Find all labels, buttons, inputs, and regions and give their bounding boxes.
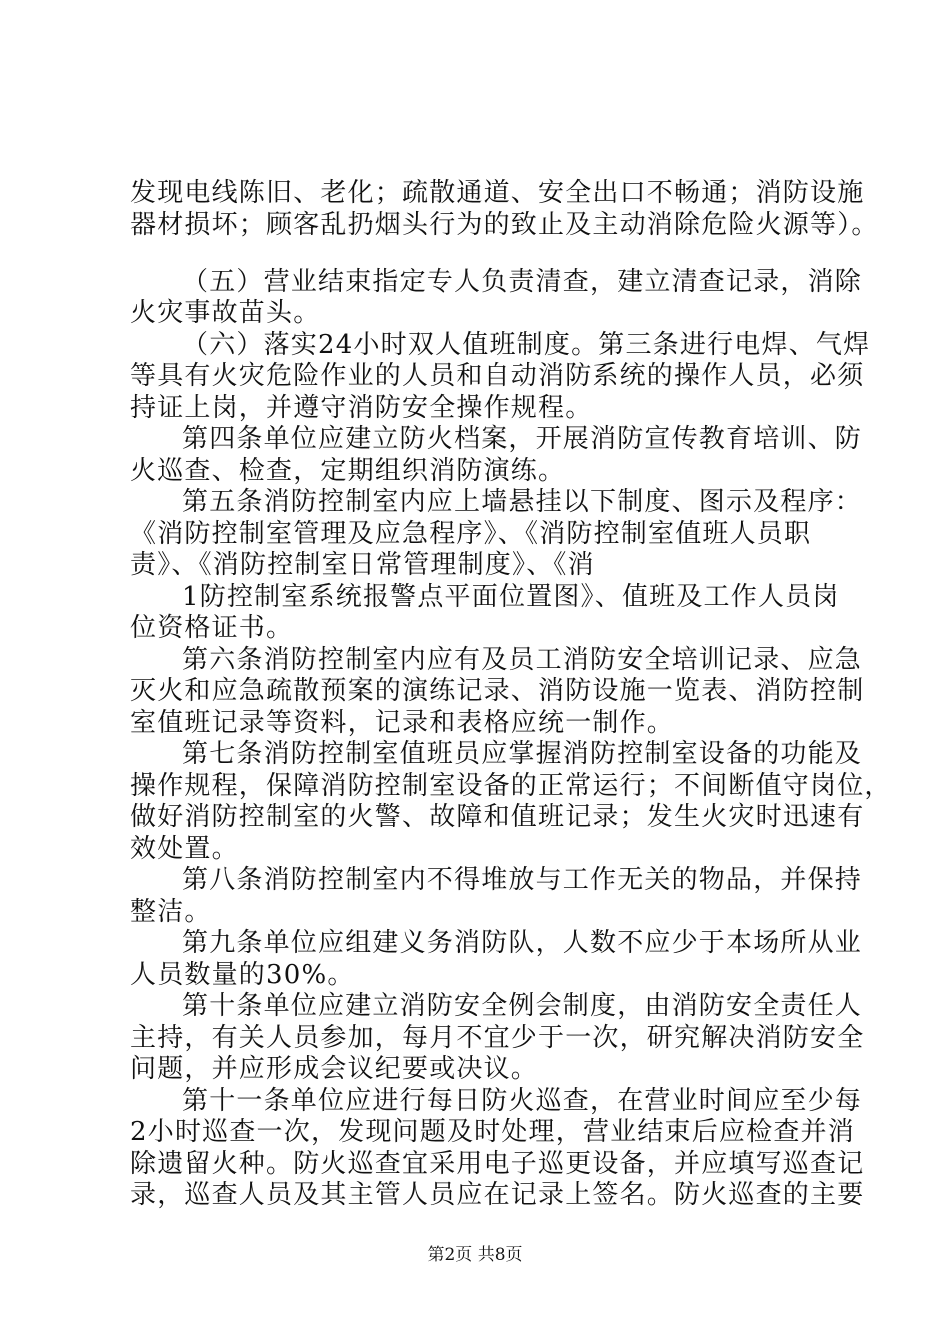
text-line: 问题，并应形成会议纪要或决议。 [130, 1054, 539, 1084]
text-line: 发现电线陈旧、老化；疏散通道、安全出口不畅通；消防设施 [130, 178, 865, 208]
text-line: 第四条单位应建立防火档案，开展消防宣传教育培训、防 [182, 424, 863, 454]
text-line: 人员数量的30%。 [130, 960, 355, 990]
text-line: 第七条消防控制室值班员应掌握消防控制室设备的功能及 [182, 739, 863, 769]
text-line: 责》、《消防控制室日常管理制度》、《消 [130, 550, 595, 580]
text-line: （五）营业结束指定专人负责清查，建立清查记录，消除 [182, 267, 863, 297]
text-line: 灭火和应急疏散预案的演练记录、消防设施一览表、消防控制 [130, 676, 865, 706]
text-line: 除遗留火种。防火巡查宜采用电子巡更设备，并应填写巡查记 [130, 1149, 865, 1179]
text-line: 持证上岗，并遵守消防安全操作规程。 [130, 393, 593, 423]
text-line: 火灾事故苗头。 [130, 298, 321, 328]
text-line: 器材损坏；顾客乱扔烟头行为的致止及主动消除危险火源等）。 [130, 210, 879, 240]
text-line: 操作规程，保障消防控制室设备的正常运行；不间断值守岗位， [130, 771, 892, 801]
text-line: 做好消防控制室的火警、故障和值班记录；发生火灾时迅速有 [130, 802, 865, 832]
text-line: 室值班记录等资料，记录和表格应统一制作。 [130, 708, 675, 738]
text-line: 录，巡查人员及其主管人员应在记录上签名。防火巡查的主要 [130, 1180, 865, 1210]
text-line: 效处置。 [130, 834, 239, 864]
text-line: 《消防控制室管理及应急程序》、《消防控制室值班人员职 [130, 519, 812, 549]
text-line: 2小时巡查一次，发现问题及时处理，营业结束后应检查并消 [130, 1117, 855, 1147]
text-line: 等具有火灾危险作业的人员和自动消防系统的操作人员，必须 [130, 361, 865, 391]
text-line: 火巡查、检查，定期组织消防演练。 [130, 456, 566, 486]
text-line: （六）落实24小时双人值班制度。第三条进行电焊、气焊 [182, 330, 871, 360]
text-line: 1防控制室系统报警点平面位置图》、值班及工作人员岗 [182, 582, 840, 612]
text-line: 第九条单位应组建义务消防队，人数不应少于本场所从业 [182, 928, 863, 958]
text-line: 第五条消防控制室内应上墙悬挂以下制度、图示及程序： [182, 487, 863, 517]
page-footer: 第2页 共8页 [427, 1245, 523, 1265]
text-line: 第十一条单位应进行每日防火巡查，在营业时间应至少每 [182, 1086, 863, 1116]
text-line: 第八条消防控制室内不得堆放与工作无关的物品，并保持 [182, 865, 863, 895]
text-line: 第六条消防控制室内应有及员工消防安全培训记录、应急 [182, 645, 863, 675]
text-line: 第十条单位应建立消防安全例会制度，由消防安全责任人 [182, 991, 863, 1021]
text-line: 整洁。 [130, 897, 212, 927]
text-line: 位资格证书。 [130, 613, 294, 643]
text-line: 主持，有关人员参加，每月不宜少于一次，研究解决消防安全 [130, 1023, 865, 1053]
